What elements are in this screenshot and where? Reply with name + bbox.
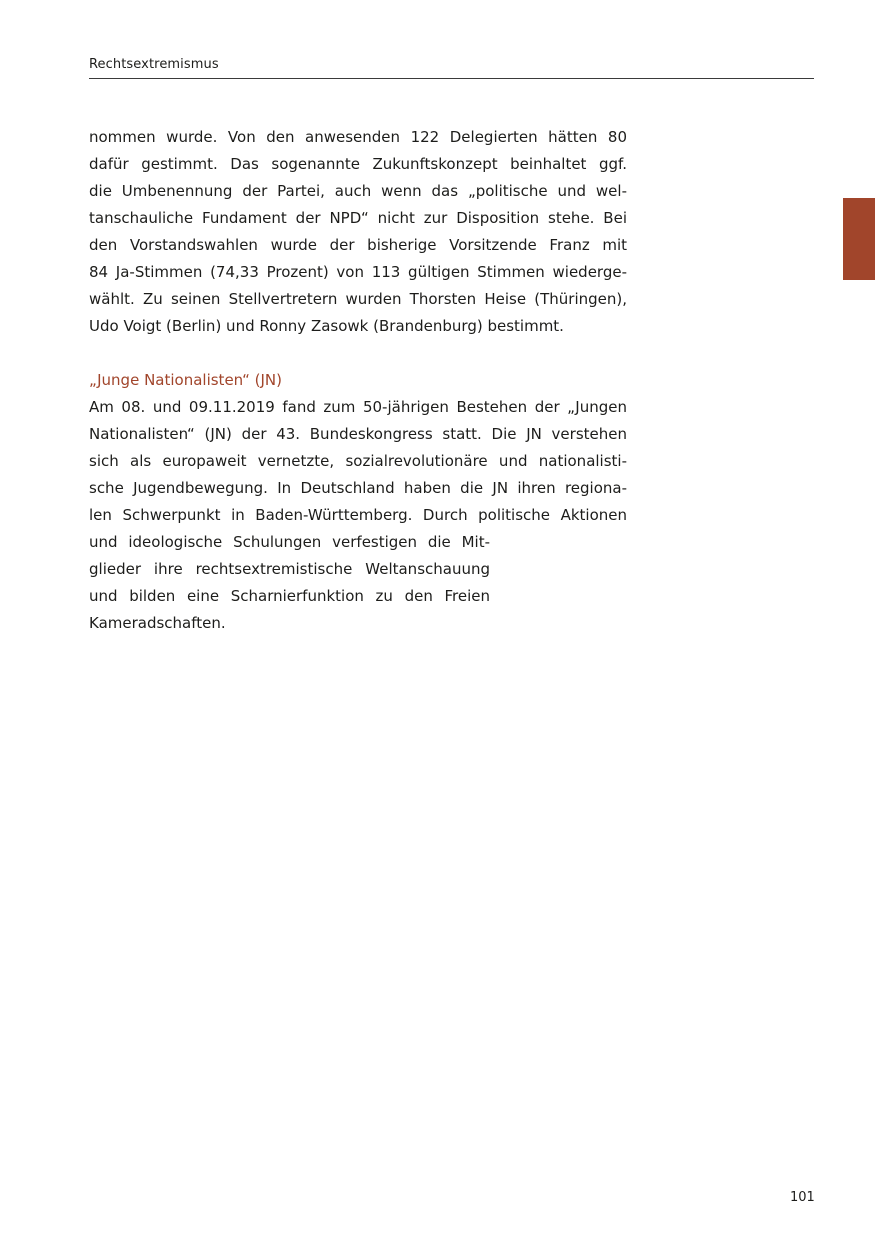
- text-line: Nationalisten“ (JN) der 43. Bundeskongress statt. Die JN verstehen: [89, 425, 627, 443]
- text-line: den Vorstandswahlen wurde der bisherige Vorsitzende Franz mit: [89, 236, 627, 254]
- page-number: 101: [790, 1190, 815, 1205]
- text-line: die Umbenennung der Partei, auch wenn das „politische und wel-: [89, 182, 627, 200]
- text-line: sich als europaweit vernetzte, sozialrevolutionäre und nationalisti-: [89, 452, 627, 470]
- text-line: glieder ihre rechtsextremistische Weltanschauung: [89, 560, 490, 578]
- paragraph-jn: [89, 394, 627, 637]
- text-line: tanschauliche Fundament der NPD“ nicht zur Disposition stehe. Bei: [89, 209, 627, 227]
- text-line: wählt. Zu seinen Stellvertretern wurden Thorsten Heise (Thüringen),: [89, 290, 627, 308]
- text-line: len Schwerpunkt in Baden-Württemberg. Durch politische Aktionen: [89, 506, 627, 524]
- page-content: [89, 124, 627, 637]
- text-line: Udo Voigt (Berlin) und Ronny Zasowk (Brandenburg) bestimmt.: [89, 317, 564, 335]
- text-line: nommen wurde. Von den anwesenden 122 Delegierten hätten 80: [89, 128, 627, 146]
- header-rule: [89, 78, 814, 79]
- running-header: Rechtsextremismus: [89, 57, 219, 72]
- text-line: dafür gestimmt. Das sogenannte Zukunftskonzept beinhaltet ggf.: [89, 155, 627, 173]
- text-line: sche Jugendbewegung. In Deutschland haben die JN ihren regiona-: [89, 479, 627, 497]
- text-line: und bilden eine Scharnierfunktion zu den Freien: [89, 587, 490, 605]
- section-heading-jn: „Junge Nationalisten“ (JN): [89, 371, 282, 389]
- text-line: Am 08. und 09.11.2019 fand zum 50-jährigen Bestehen der „Jungen: [89, 398, 627, 416]
- text-line: Kameradschaften.: [89, 614, 226, 632]
- text-line: und ideologische Schulungen verfestigen die Mit-: [89, 533, 490, 551]
- paragraph-npd-party-congress: [89, 124, 627, 340]
- text-line: 84 Ja-Stimmen (74,33 Prozent) von 113 gültigen Stimmen wiederge-: [89, 263, 627, 281]
- chapter-tab-marker: [843, 198, 875, 280]
